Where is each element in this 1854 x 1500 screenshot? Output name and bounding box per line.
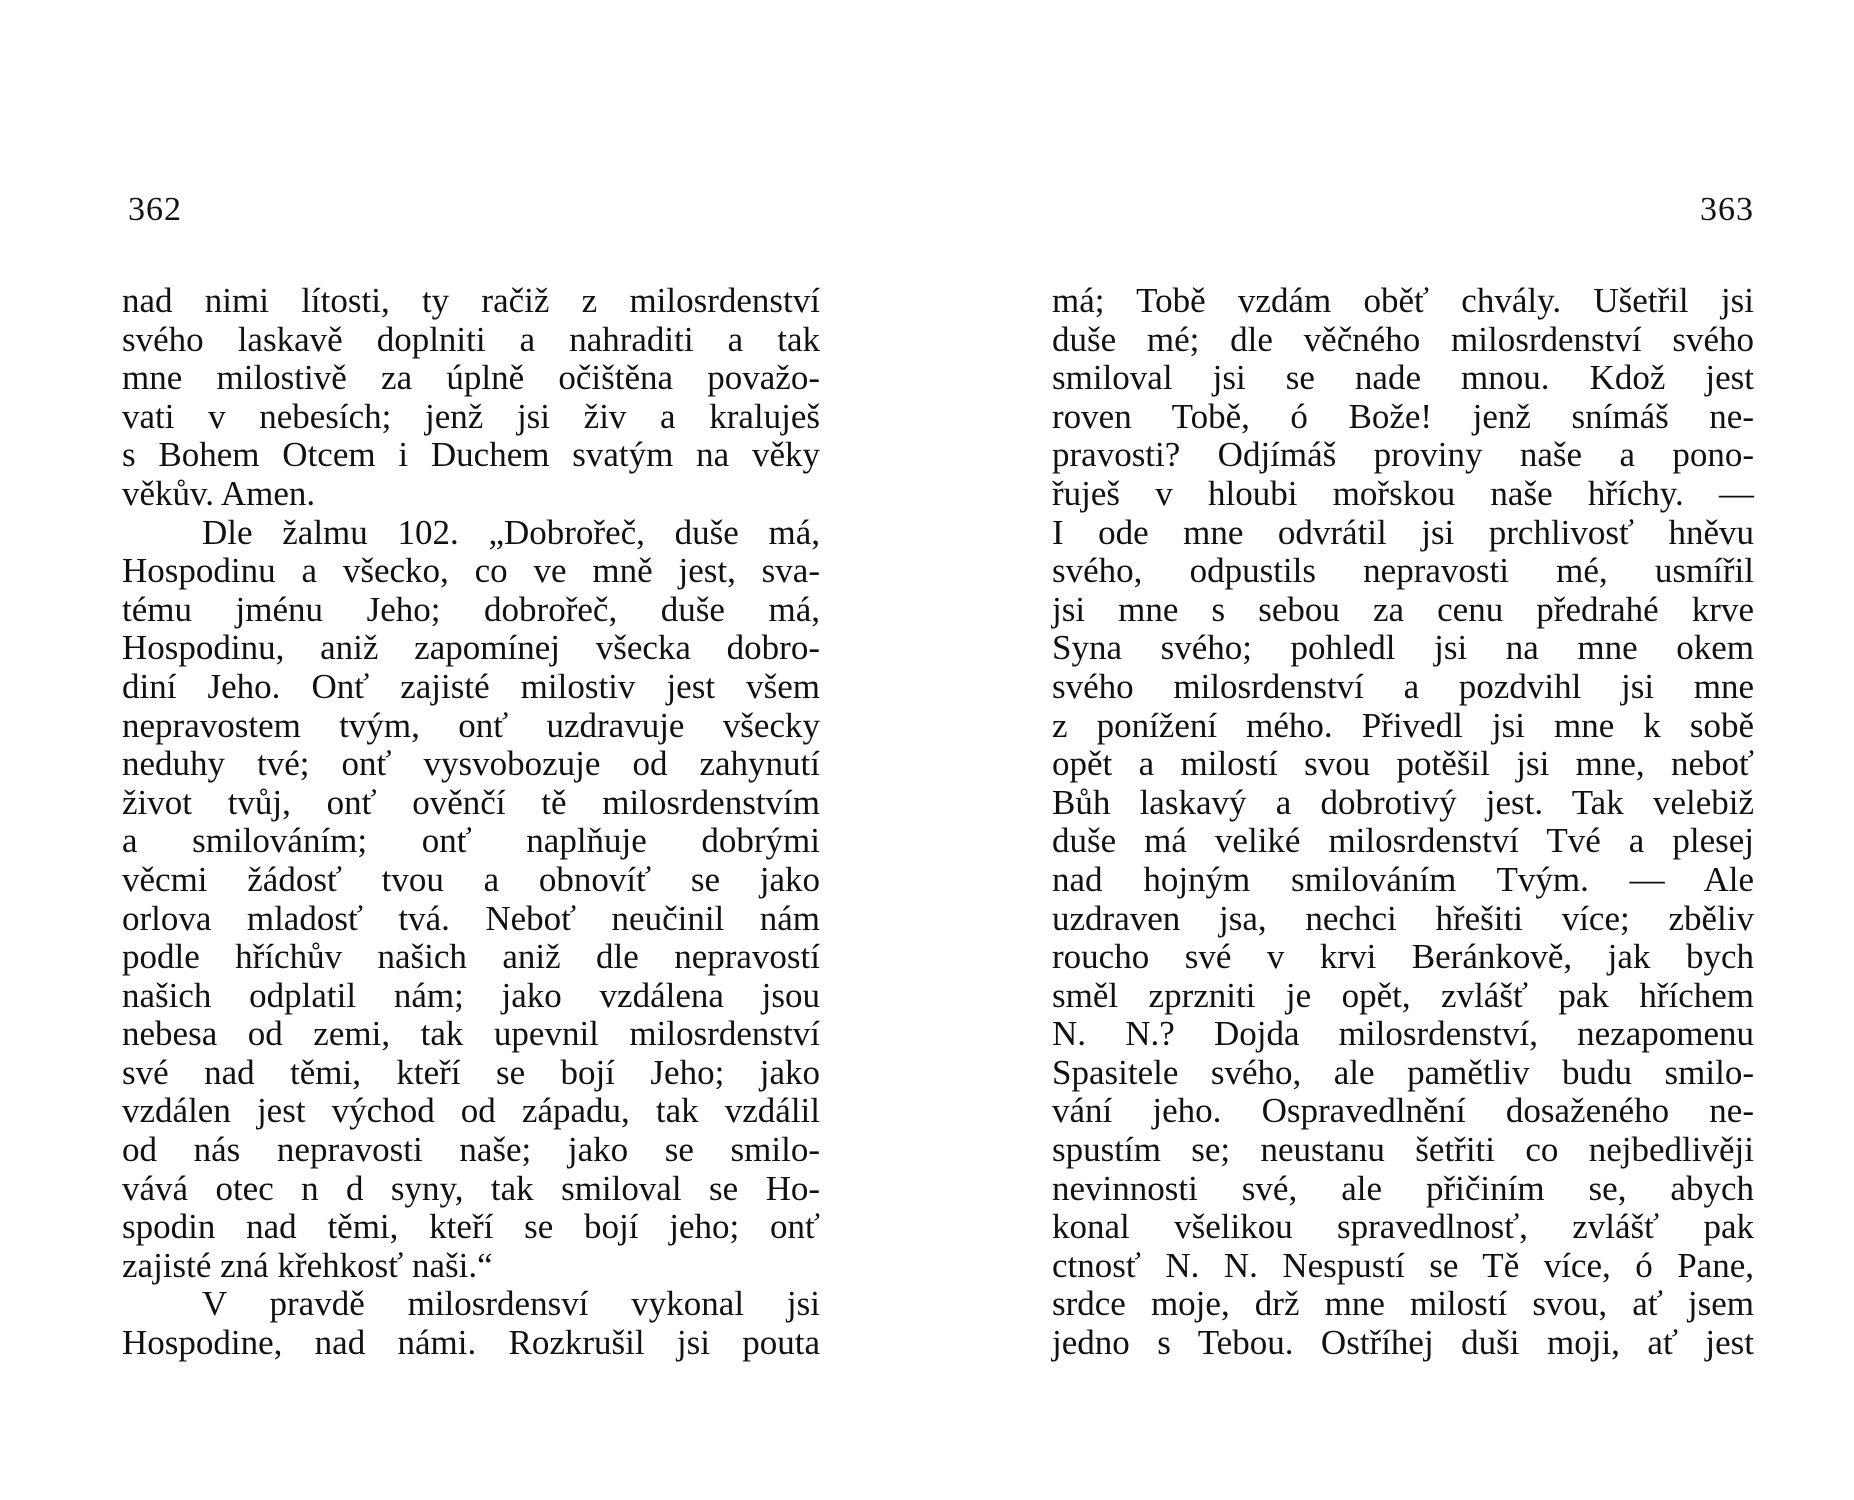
text-line: Hospodine, nad námi. Rozkrušil jsi pouta bbox=[122, 1323, 820, 1363]
text-line: našich odplatil nám; jako vzdálena jsou bbox=[122, 975, 820, 1015]
page-number-right: 363 bbox=[1700, 191, 1754, 228]
left-page-text bbox=[122, 282, 820, 1363]
text-line: spodin nad těmi, kteří se bojí jeho; onť bbox=[122, 1207, 820, 1247]
text-line: duše mé; dle věčného milosrdenství svého bbox=[1052, 319, 1754, 359]
text-line: srdce moje, drž mne milostí svou, ať jsem bbox=[1052, 1284, 1754, 1324]
text-line: nad nimi lítosti, ty račiž z milosrdenství bbox=[122, 281, 820, 320]
text-line: z ponížení mého. Přivedl jsi mne k sobě bbox=[1052, 705, 1754, 745]
text-line: věcmi žádosť tvou a obnovíť se jako bbox=[122, 859, 820, 899]
text-line: má; Tobě vzdám oběť chvály. Ušetřil jsi bbox=[1052, 281, 1754, 320]
text-line: své nad těmi, kteří se bojí Jeho; jako bbox=[122, 1052, 820, 1092]
text-line: s Bohem Otcem i Duchem svatým na věky bbox=[122, 435, 820, 475]
text-line: Dle žalmu 102. „Dobrořeč, duše má, bbox=[202, 512, 820, 552]
text-line: I ode mne odvrátil jsi prchlivosť hněvu bbox=[1052, 512, 1754, 552]
text-line: vati v nebesích; jenž jsi živ a kraluješ bbox=[122, 396, 820, 436]
text-line: svého, odpustils nepravosti mé, usmířil bbox=[1052, 551, 1754, 591]
text-line: roven Tobě, ó Bože! jenž snímáš ne- bbox=[1052, 396, 1754, 436]
text-line: a smilováním; onť naplňuje dobrými bbox=[122, 821, 820, 861]
text-line: orlova mladosť tvá. Neboť neučinil nám bbox=[122, 898, 820, 938]
text-line: svého milosrdenství a pozdvihl jsi mne bbox=[1052, 666, 1754, 706]
text-line: věkův. Amen. bbox=[122, 473, 316, 513]
text-line: jedno s Tebou. Ostříhej duši moji, ať jest bbox=[1052, 1323, 1754, 1363]
text-line: život tvůj, onť ověnčí tě milosrdenstvím bbox=[122, 782, 820, 822]
text-line: Hospodinu a všecko, co ve mně jest, sva- bbox=[122, 551, 820, 591]
text-line: řuješ v hloubi mořskou naše hříchy. — bbox=[1052, 473, 1754, 513]
right-page bbox=[927, 0, 1854, 1500]
text-line: ctnosť N. N. Nespustí se Tě více, ó Pane, bbox=[1052, 1245, 1754, 1285]
text-line: vzdálen jest východ od západu, tak vzdálil bbox=[122, 1091, 820, 1131]
text-line: podle hříchův našich aniž dle nepravostí bbox=[122, 937, 820, 977]
text-line: nevinnosti své, ale přičiním se, abych bbox=[1052, 1168, 1754, 1208]
text-line: zajisté zná křehkosť naši.“ bbox=[122, 1245, 493, 1285]
text-line: Syna svého; pohledl jsi na mne okem bbox=[1052, 628, 1754, 668]
text-line: Bůh laskavý a dobrotivý jest. Tak velebiž bbox=[1052, 782, 1754, 822]
text-line: nad hojným smilováním Tvým. — Ale bbox=[1052, 859, 1754, 899]
page-number-left: 362 bbox=[128, 191, 182, 228]
text-line: vání jeho. Ospravedlnění dosaženého ne- bbox=[1052, 1091, 1754, 1131]
text-line: konal všelikou spravedlnosť, zvlášť pak bbox=[1052, 1207, 1754, 1247]
text-line: spustím se; neustanu šetřiti co nejbedlivěji bbox=[1052, 1130, 1754, 1170]
text-line: nepravostem tvým, onť uzdravuje všecky bbox=[122, 705, 820, 745]
text-line: svého laskavě doplniti a nahraditi a tak bbox=[122, 319, 820, 359]
text-line: uzdraven jsa, nechci hřešiti více; zběliv bbox=[1052, 898, 1754, 938]
text-line: od nás nepravosti naše; jako se smilo- bbox=[122, 1130, 820, 1170]
text-line: roucho své v krvi Beránkově, jak bych bbox=[1052, 937, 1754, 977]
text-line: mne milostivě za úplně očištěna považo- bbox=[122, 358, 820, 398]
text-line: opět a milostí svou potěšil jsi mne, neboť bbox=[1052, 744, 1754, 784]
text-line: tému jménu Jeho; dobrořeč, duše má, bbox=[122, 589, 820, 629]
text-line: smiloval jsi se nade mnou. Kdož jest bbox=[1052, 358, 1754, 398]
text-line: vává otec n d syny, tak smiloval se Ho- bbox=[122, 1168, 820, 1208]
text-line: neduhy tvé; onť vysvobozuje od zahynutí bbox=[122, 744, 820, 784]
text-line: duše má veliké milosrdenství Tvé a plesej bbox=[1052, 821, 1754, 861]
text-line: jsi mne s sebou za cenu předrahé krve bbox=[1052, 589, 1754, 629]
text-line: nebesa od zemi, tak upevnil milosrdenství bbox=[122, 1014, 820, 1054]
text-line: Hospodinu, aniž zapomínej všecka dobro- bbox=[122, 628, 820, 668]
text-line: V pravdě milosrdensví vykonal jsi bbox=[202, 1284, 820, 1324]
right-page-text bbox=[1052, 282, 1754, 1363]
text-line: Spasitele svého, ale pamětliv budu smilo- bbox=[1052, 1052, 1754, 1092]
text-line: N. N.? Dojda milosrdenství, nezapomenu bbox=[1052, 1014, 1754, 1054]
text-line: pravosti? Odjímáš proviny naše a pono- bbox=[1052, 435, 1754, 475]
text-line: diní Jeho. Onť zajisté milostiv jest všem bbox=[122, 666, 820, 706]
text-line: směl zprzniti je opět, zvlášť pak hříchem bbox=[1052, 975, 1754, 1015]
